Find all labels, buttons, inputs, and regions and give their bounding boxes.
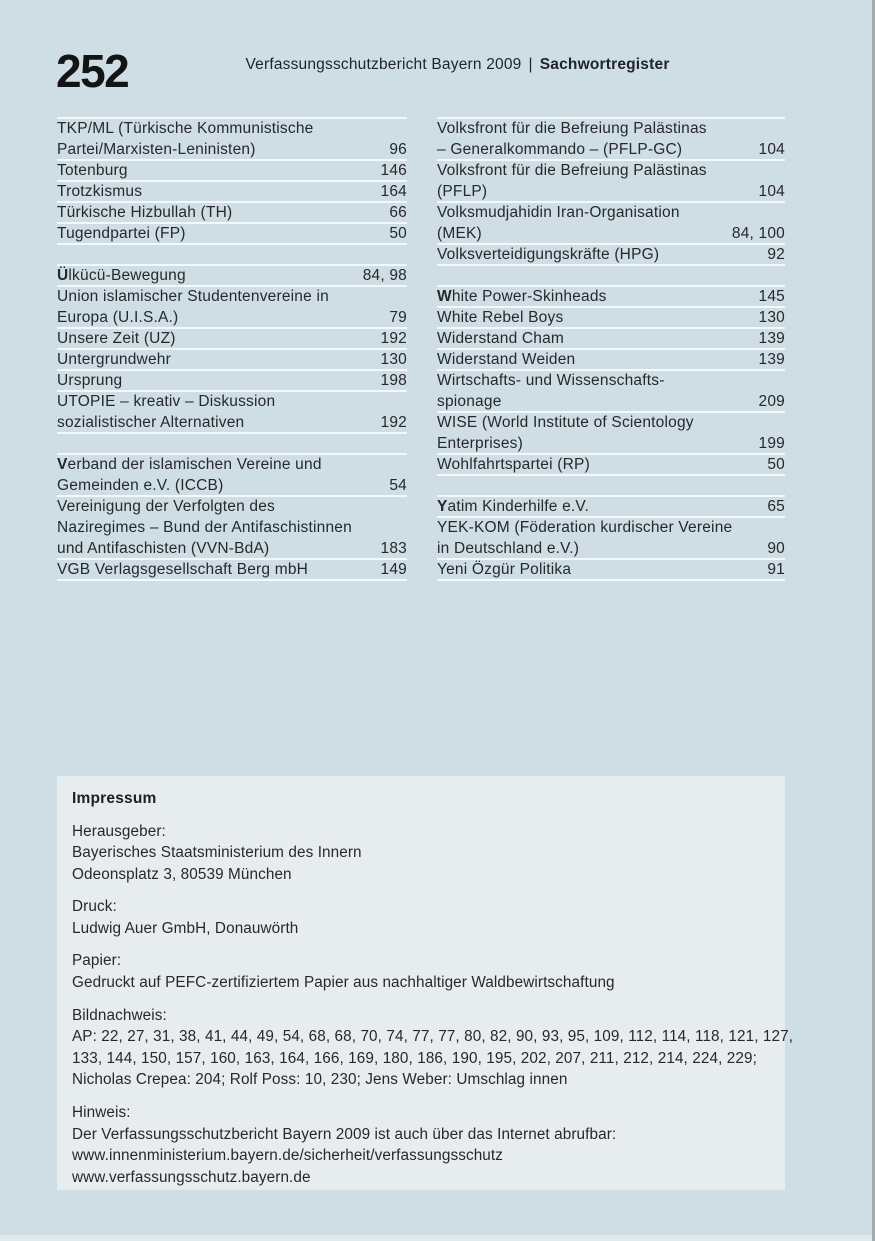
index-term: in Deutschland e.V.) bbox=[437, 540, 580, 557]
index-page-number: 146 bbox=[380, 162, 407, 179]
index-page-number: 84, 98 bbox=[362, 267, 407, 284]
index-term: Volksfront für die Befreiung Palästinas bbox=[437, 120, 707, 137]
index-column-right bbox=[437, 117, 785, 581]
index-entry-line bbox=[57, 266, 407, 287]
impressum-line: Nicholas Crepea: 204; Rolf Poss: 10, 230; Jens Weber: Umschlag innen bbox=[72, 1071, 568, 1089]
index-page-number: 130 bbox=[380, 351, 407, 368]
index-entry-line bbox=[437, 560, 785, 581]
index-entry-line bbox=[57, 518, 407, 539]
index-term: – Generalkommando – (PFLP-GC) bbox=[437, 141, 683, 158]
separator-line bbox=[57, 327, 407, 329]
index-term: VGB Verlagsgesellschaft Berg mbH bbox=[57, 561, 309, 578]
index-entry-line bbox=[57, 455, 407, 476]
index-entry bbox=[57, 329, 407, 350]
index-page-number: 145 bbox=[758, 288, 785, 305]
index-term: Türkische Hizbullah (TH) bbox=[57, 204, 233, 221]
index-entry bbox=[57, 161, 407, 182]
index-entry-line bbox=[437, 371, 785, 392]
index-entry bbox=[437, 350, 785, 371]
index-term: WISE (World Institute of Scientology bbox=[437, 414, 694, 431]
index-entry-line bbox=[437, 245, 785, 266]
index-entry-line bbox=[57, 287, 407, 308]
separator-line bbox=[57, 285, 407, 287]
index-group bbox=[57, 453, 407, 581]
index-term: Volksmudjahidin Iran-Organisation bbox=[437, 204, 680, 221]
running-head-title: Verfassungsschutzbericht Bayern 2009 bbox=[245, 56, 522, 73]
index-entry bbox=[437, 455, 785, 476]
index-group bbox=[437, 495, 785, 581]
page-edge-bottom bbox=[0, 1235, 875, 1241]
impressum-line: AP: 22, 27, 31, 38, 41, 44, 49, 54, 68, 68, 70, 74, 77, 77, 80, 82, 90, 93, 95, 109, 112, 114, 118, 121, 127, bbox=[72, 1028, 794, 1046]
index-entry-line bbox=[57, 329, 407, 350]
index-page-number: 65 bbox=[767, 498, 785, 515]
index-entry bbox=[57, 224, 407, 245]
index-entry-line bbox=[437, 539, 785, 560]
index-entry bbox=[437, 371, 785, 413]
index-term: TKP/ML (Türkische Kommunistische bbox=[57, 120, 314, 137]
impressum-body bbox=[72, 821, 794, 1189]
index-page-number: 104 bbox=[758, 141, 785, 158]
index-group bbox=[57, 117, 407, 245]
index-term: Partei/Marxisten-Leninisten) bbox=[57, 141, 256, 158]
index-term: Volksfront für die Befreiung Palästinas bbox=[437, 162, 707, 179]
separator-line bbox=[437, 306, 785, 308]
index-term: spionage bbox=[437, 393, 502, 410]
index-term: Verband der islamischen Vereine und bbox=[57, 456, 322, 473]
impressum-line: Ludwig Auer GmbH, Donauwörth bbox=[72, 919, 299, 937]
separator-line bbox=[57, 222, 407, 224]
index-group bbox=[437, 117, 785, 266]
index-page-number: 139 bbox=[758, 330, 785, 347]
impressum-paragraph bbox=[72, 950, 769, 993]
index-term: Tugendpartei (FP) bbox=[57, 225, 186, 242]
separator-line bbox=[57, 243, 407, 245]
separator-line bbox=[57, 159, 407, 161]
separator-line bbox=[437, 264, 785, 266]
index-entry-line bbox=[57, 161, 407, 182]
separator-line bbox=[437, 474, 785, 476]
impressum-line: Der Verfassungsschutzbericht Bayern 2009 ist auch über das Internet abrufbar: bbox=[72, 1125, 617, 1143]
index-entry bbox=[57, 266, 407, 287]
impressum-line: Odeonsplatz 3, 80539 München bbox=[72, 865, 292, 883]
index-page-number: 90 bbox=[767, 540, 785, 557]
index-entry bbox=[437, 245, 785, 266]
index-entry bbox=[57, 392, 407, 434]
impressum-line: Hinweis: bbox=[72, 1104, 131, 1122]
index-entry bbox=[57, 203, 407, 224]
index-entry bbox=[437, 203, 785, 245]
index-entry bbox=[57, 497, 407, 560]
index-page-number: 92 bbox=[767, 246, 785, 263]
index-entry-line bbox=[57, 560, 407, 581]
separator-line bbox=[437, 159, 785, 161]
index-group bbox=[57, 264, 407, 434]
index-page-number: 91 bbox=[767, 561, 785, 578]
index-term: Trotzkismus bbox=[57, 183, 143, 200]
separator-line bbox=[437, 243, 785, 245]
index-entry bbox=[57, 350, 407, 371]
separator-line bbox=[57, 495, 407, 497]
index-term: White Rebel Boys bbox=[437, 309, 564, 326]
separator-line bbox=[437, 411, 785, 413]
impressum-box bbox=[57, 776, 794, 1190]
index-page-number: 79 bbox=[389, 309, 407, 326]
running-head-section: Sachwortregister bbox=[539, 56, 670, 73]
separator-line bbox=[57, 180, 407, 182]
index-entry-line bbox=[437, 161, 785, 182]
index-entry-line bbox=[437, 182, 785, 203]
index-entry bbox=[437, 560, 785, 581]
index-page-number: 198 bbox=[380, 372, 407, 389]
index-entry-line bbox=[57, 350, 407, 371]
index-term: sozialistischer Alternativen bbox=[57, 414, 245, 431]
index-entry-line bbox=[437, 119, 785, 140]
separator-line bbox=[57, 579, 407, 581]
separator-line bbox=[437, 369, 785, 371]
impressum-line: Bayerisches Staatsministerium des Innern bbox=[72, 844, 362, 862]
index-term: Unsere Zeit (UZ) bbox=[57, 330, 176, 347]
index-entry bbox=[437, 497, 785, 518]
index-page-number: 54 bbox=[389, 477, 407, 494]
impressum-line: Druck: bbox=[72, 898, 117, 916]
index-page-number: 139 bbox=[758, 351, 785, 368]
index-term: Yeni Özgür Politika bbox=[437, 561, 572, 578]
index-page-number: 96 bbox=[389, 141, 407, 158]
impressum-line: Papier: bbox=[72, 952, 122, 970]
index-page-number: 192 bbox=[380, 330, 407, 347]
index-entry-line bbox=[57, 413, 407, 434]
index-entry-line bbox=[437, 413, 785, 434]
index-entry-line bbox=[437, 140, 785, 161]
index-term: Untergrundwehr bbox=[57, 351, 171, 368]
impressum-paragraph bbox=[72, 821, 769, 886]
index-entry-line bbox=[437, 329, 785, 350]
page-number: 252 bbox=[56, 45, 129, 97]
index-term: YEK-KOM (Föderation kurdischer Vereine bbox=[437, 519, 733, 536]
index-term: und Antifaschisten (VVN-BdA) bbox=[57, 540, 270, 557]
index-entry-line bbox=[437, 287, 785, 308]
index-entry bbox=[437, 518, 785, 560]
index-term: (MEK) bbox=[437, 225, 482, 242]
index-entry-line bbox=[57, 224, 407, 245]
impressum-paragraph bbox=[72, 1005, 794, 1091]
index-entry-line bbox=[57, 119, 407, 140]
impressum-paragraph bbox=[72, 896, 769, 939]
index-entry bbox=[437, 119, 785, 161]
index-entry-line bbox=[57, 392, 407, 413]
index-entry-line bbox=[57, 371, 407, 392]
index-term: Yatim Kinderhilfe e.V. bbox=[437, 498, 590, 515]
index-page-number: 104 bbox=[758, 183, 785, 200]
index-entry bbox=[57, 182, 407, 203]
index-term: Wirtschafts- und Wissenschafts- bbox=[437, 372, 665, 389]
separator-line bbox=[57, 432, 407, 434]
index-page-number: 50 bbox=[389, 225, 407, 242]
index-page-number: 183 bbox=[380, 540, 407, 557]
impressum-paragraph bbox=[72, 1102, 769, 1188]
index-group bbox=[437, 285, 785, 476]
index-term: Naziregimes – Bund der Antifaschistinnen bbox=[57, 519, 352, 536]
separator-line bbox=[57, 348, 407, 350]
index-page-number: 164 bbox=[380, 183, 407, 200]
index-entry bbox=[437, 287, 785, 308]
index-term: Ursprung bbox=[57, 372, 123, 389]
index-entry bbox=[437, 161, 785, 203]
separator-line bbox=[57, 558, 407, 560]
impressum-line: Herausgeber: bbox=[72, 822, 166, 840]
index-entry-line bbox=[437, 350, 785, 371]
index-term: White Power-Skinheads bbox=[437, 288, 607, 305]
index-page-number: 192 bbox=[380, 414, 407, 431]
running-head-separator: | bbox=[528, 56, 533, 73]
index-entry-line bbox=[437, 203, 785, 224]
index-term: Vereinigung der Verfolgten des bbox=[57, 498, 275, 515]
index-entry-line bbox=[57, 539, 407, 560]
index-term: Europa (U.I.S.A.) bbox=[57, 309, 179, 326]
index-entry bbox=[437, 308, 785, 329]
impressum-line: Gedruckt auf PEFC-zertifiziertem Papier aus nachhaltiger Waldbewirtschaftung bbox=[72, 974, 615, 992]
index-page-number: 130 bbox=[758, 309, 785, 326]
index-page-number: 209 bbox=[758, 393, 785, 410]
index-entry bbox=[57, 287, 407, 329]
index-term: Widerstand Weiden bbox=[437, 351, 576, 368]
index-term: UTOPIE – kreativ – Diskussion bbox=[57, 393, 276, 410]
index-term: (PFLP) bbox=[437, 183, 488, 200]
index-entry-line bbox=[437, 455, 785, 476]
separator-line bbox=[437, 579, 785, 581]
index-term: Totenburg bbox=[57, 162, 128, 179]
index-entry-line bbox=[57, 497, 407, 518]
impressum-title: Impressum bbox=[72, 790, 157, 807]
separator-line bbox=[437, 558, 785, 560]
index-term: Gemeinden e.V. (ICCB) bbox=[57, 477, 224, 494]
index-entry-line bbox=[437, 308, 785, 329]
index-page-number: 149 bbox=[380, 561, 407, 578]
index-entry-line bbox=[437, 392, 785, 413]
index-entry-line bbox=[437, 434, 785, 455]
index-entry-line bbox=[437, 497, 785, 518]
index-entry bbox=[57, 455, 407, 497]
index-entry-line bbox=[57, 476, 407, 497]
running-head bbox=[40, 56, 875, 74]
index-entry-line bbox=[57, 140, 407, 161]
index-page-number: 199 bbox=[758, 435, 785, 452]
impressum-line: www.verfassungsschutz.bayern.de bbox=[72, 1168, 311, 1186]
index-term: Volksverteidigungskräfte (HPG) bbox=[437, 246, 660, 263]
separator-line bbox=[57, 201, 407, 203]
index-entry-line bbox=[437, 224, 785, 245]
impressum-line: www.innenministerium.bayern.de/sicherheit/verfassungsschutz bbox=[72, 1147, 504, 1165]
index-column-left bbox=[57, 117, 407, 581]
index-entry bbox=[437, 413, 785, 455]
index-entry bbox=[57, 371, 407, 392]
separator-line bbox=[437, 453, 785, 455]
index-page-number: 66 bbox=[389, 204, 407, 221]
separator-line bbox=[437, 201, 785, 203]
separator-line bbox=[437, 516, 785, 518]
index-term: Widerstand Cham bbox=[437, 330, 565, 347]
index-entry-line bbox=[57, 182, 407, 203]
separator-line bbox=[57, 369, 407, 371]
separator-line bbox=[437, 348, 785, 350]
index-term: Wohlfahrtspartei (RP) bbox=[437, 456, 590, 473]
separator-line bbox=[57, 390, 407, 392]
index-entry-line bbox=[57, 203, 407, 224]
impressum-line: 133, 144, 150, 157, 160, 163, 164, 166, 169, 180, 186, 190, 195, 202, 207, 211, 212, 214, 224, 229; bbox=[72, 1049, 757, 1067]
index-page-number: 50 bbox=[767, 456, 785, 473]
index-term: Union islamischer Studentenvereine in bbox=[57, 288, 329, 305]
index-entry bbox=[437, 329, 785, 350]
separator-line bbox=[437, 327, 785, 329]
index-entry bbox=[57, 119, 407, 161]
index-entry bbox=[57, 560, 407, 581]
index-entry-line bbox=[437, 518, 785, 539]
impressum-line: Bildnachweis: bbox=[72, 1006, 167, 1024]
index-page-number: 84, 100 bbox=[731, 225, 785, 242]
index-term: Ülkücü-Bewegung bbox=[57, 267, 186, 284]
index-term: Enterprises) bbox=[437, 435, 523, 452]
index-entry-line bbox=[57, 308, 407, 329]
